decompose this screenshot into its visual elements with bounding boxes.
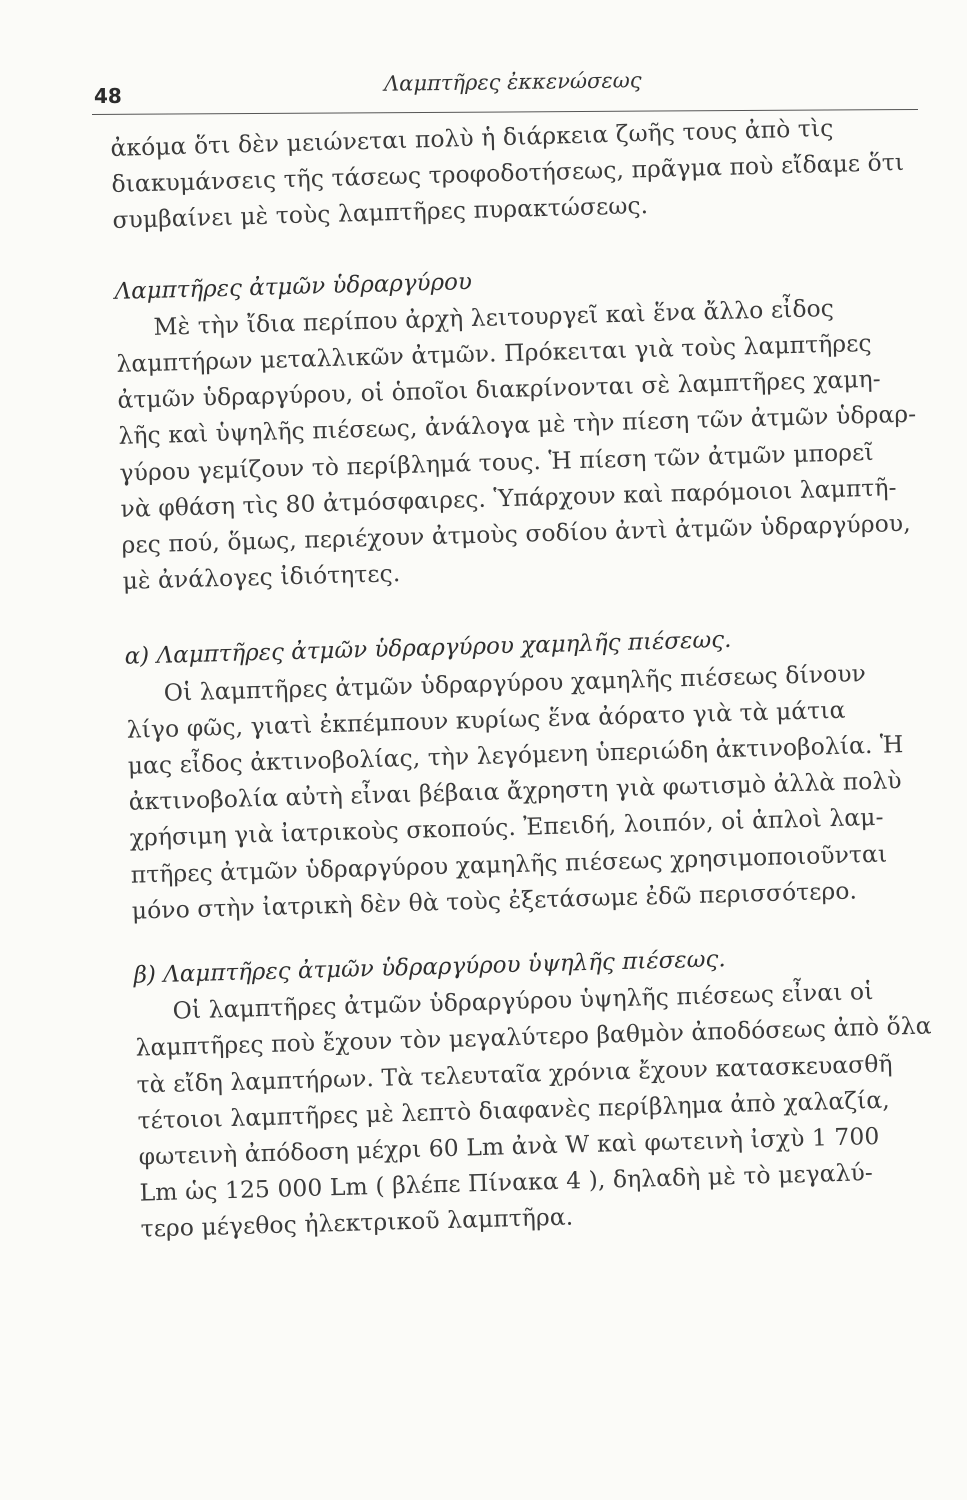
text-line: μὲ ἀνάλογες ἰδιότητες. bbox=[122, 559, 401, 596]
text-line: διακυμάνσεις τῆς τάσεως τροφοδοτήσεως, πρᾶγμα ποὺ εἴδαμε ὅτι bbox=[111, 148, 905, 199]
text-line: νὰ φθάση τὶς 80 ἀτμόσφαιρες. Ὑπάρχουν καὶ παρόμοιοι λαμπτῆ- bbox=[120, 473, 897, 523]
running-title: Λαμπτῆρες ἐκκενώσεως bbox=[383, 68, 642, 96]
text-line: τέτοιοι λαμπτῆρες μὲ λεπτὸ διαφανὲς περίβλημα ἀπὸ χαλαζία, bbox=[137, 1085, 891, 1135]
text-line: ἀτμῶν ὑδραργύρου, οἱ ὁποῖοι διακρίνονται σὲ λαμπτῆρες χαμη- bbox=[117, 364, 882, 415]
text-line: τερο μέγεθος ἠλεκτρικοῦ λαμπτῆρα. bbox=[140, 1202, 574, 1244]
text-line: λίγο φῶς, γιατὶ ἐκπέμπουν κυρίως ἕνα ἀόρατο γιὰ τὰ μάτια bbox=[126, 695, 846, 744]
text-line: χρήσιμη γιὰ ἰατρικοὺς σκοπούς. Ἐπειδή, λοιπόν, οἱ ἁπλοὶ λαμ- bbox=[129, 803, 884, 853]
page-number: 48 bbox=[94, 84, 122, 108]
running-header bbox=[92, 62, 920, 108]
section-heading: Λαμπτῆρες ἀτμῶν ὑδραργύρου bbox=[114, 268, 473, 305]
text-line: λαμπτήρων μεταλλικῶν ἀτμῶν. Πρόκειται γιὰ τοὺς λαμπτῆρες bbox=[116, 328, 872, 378]
text-line: λῆς καὶ ὑψηλῆς πιέσεως, ἀνάλογα μὲ τὴν πίεση τῶν ἀτμῶν ὑδραρ- bbox=[118, 400, 917, 451]
text-line: Μὲ τὴν ἴδια περίπου ἀρχὴ λειτουργεῖ καὶ ἕνα ἄλλο εἶδος bbox=[153, 293, 835, 341]
text-line: Οἱ λαμπτῆρες ἀτμῶν ὑδραργύρου ὑψηλῆς πιέσεως εἶναι οἱ bbox=[172, 977, 874, 1025]
text-line: ρες πού, ὅμως, περιέχουν ἀτμοὺς σοδίου ἀντὶ ἀτμῶν ὑδραργύρου, bbox=[121, 508, 912, 559]
text-line: φωτεινὴ ἀπόδοση μέχρι 60 Lm ἀνὰ W καὶ φωτεινὴ ἰσχὺ 1 700 bbox=[138, 1121, 880, 1171]
subsection-b-paragraph bbox=[134, 971, 967, 1247]
text-line: ἀκόμα ὅτι δὲν μειώνεται πολὺ ἡ διάρκεια ζωῆς τους ἀπὸ τὶς bbox=[110, 113, 834, 162]
text-line: πτῆρες ἀτμῶν ὑδραργύρου χαμηλῆς πιέσεως χρησιμοποιοῦνται bbox=[130, 839, 888, 889]
text-line: Οἱ λαμπτῆρες ἀτμῶν ὑδραργύρου χαμηλῆς πιέσεως δίνουν bbox=[163, 658, 867, 707]
text-line: μόνο στὴν ἰατρικὴ δὲν θὰ τοὺς ἐξετάσωμε ἐδῶ περισσότερο. bbox=[131, 876, 858, 925]
subsection-a-paragraph bbox=[125, 652, 958, 928]
text-line: λαμπτῆρες ποὺ ἔχουν τὸν μεγαλύτερο βαθμὸν ἀποδόσεως ἀπὸ ὅλα bbox=[135, 1011, 932, 1063]
subsection-b-heading: β) Λαμπτῆρες ἀτμῶν ὑδραργύρου ὑψηλῆς πιέσεως. bbox=[133, 946, 726, 989]
subsection-a-heading: α) Λαμπτῆρες ἀτμῶν ὑδραργύρου χαμηλῆς πιέσεως. bbox=[124, 627, 732, 671]
text-line: ἀκτινοβολία αὐτὴ εἶναι βέβαια ἄχρηστη γιὰ φωτισμὸ ἀλλὰ πολὺ bbox=[128, 766, 903, 816]
text-line: μας εἶδος ἀκτινοβολίας, τὴν λεγόμενη ὑπεριώδη ἀκτινοβολία. Ἡ bbox=[127, 730, 904, 780]
text-line: τὰ εἴδη λαμπτήρων. Τὰ τελευταῖα χρόνια ἔχουν κατασκευασθῆ bbox=[136, 1049, 893, 1099]
section-paragraph bbox=[115, 287, 949, 600]
text-line: γύρου γεμίζουν τὸ περίβλημά τους. Ἡ πίεση τῶν ἀτμῶν μπορεῖ bbox=[119, 437, 874, 487]
text-line: Lm ὡς 125 000 Lm ( βλέπε Πίνακα 4 ), δηλαδὴ μὲ τὸ μεγαλύ- bbox=[139, 1158, 874, 1207]
text-line: συμβαίνει μὲ τοὺς λαμπτῆρες πυρακτώσεως. bbox=[112, 191, 649, 235]
body-text bbox=[110, 107, 967, 1247]
